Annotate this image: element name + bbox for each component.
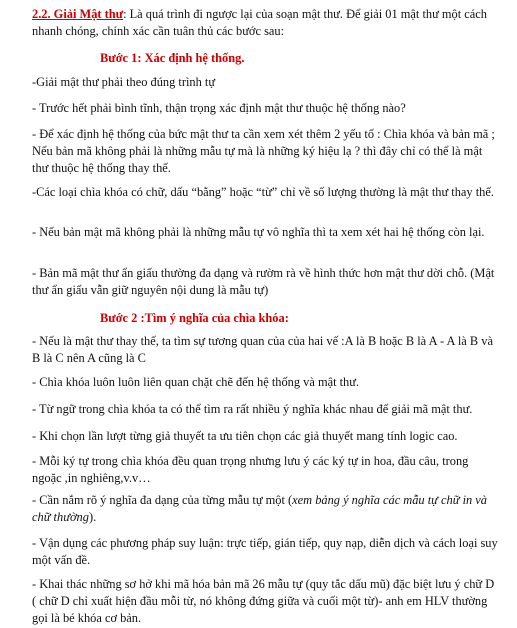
section-intro [32, 6, 498, 40]
step2-p6-italic: xem bảng ý nghĩa các mẫu tự chữ in và chữ thường [32, 493, 488, 524]
step2-p6-text: - Cần nắm rõ ý nghĩa đa dạng của từng mẫu tự một ( [32, 493, 293, 507]
step1-paragraph: - Trước hết phải bình tĩnh, thận trọng xác định mật thư thuộc hệ thống nào? [32, 101, 406, 115]
step2-paragraph: - Mỗi ký tự trong chìa khóa đều quan trọng nhưng lưu ý các ký tự in hoa, đầu câu, trong ngoặc ,in nghiêng,v.v… [32, 454, 469, 485]
step2-paragraph: - Khi chọn lần lượt từng giả thuyết ta ưu tiên chọn các giả thuyết mang tính logic cao. [32, 429, 458, 443]
section-intro-text: : Là quá trình đi ngược lại của soạn mật thư. Để giải 01 mật thư một cách nhanh chóng, chính xác cần tuân thủ các bước sau: [32, 7, 487, 38]
step1-paragraph: - Bản mã mật thư ẩn giấu thường đa dạng và rườm rà về hình thức hơn mật thư dời chỗ. (Mật thư ẩn giấu vẫn giữ nguyên nội dung là mẫu tự) [32, 266, 495, 297]
step2-paragraph: - Vận dụng các phương pháp suy luận: trực tiếp, gián tiếp, quy nạp, diễn dịch và cách loại suy một vấn đề. [32, 536, 498, 567]
step1-paragraph: - Để xác định hệ thống của bức mật thư ta cần xem xét thêm 2 yếu tố : Chìa khóa và bản mã ; Nếu bản mã không phải là những mẫu tự mà là những ký hiệu lạ ? thì đây chỉ có thể là mật thư thuộc hệ thống thay thế. [32, 127, 495, 175]
step2-title: Bước 2 :Tìm ý nghĩa của chìa khóa: [100, 311, 289, 325]
step2-paragraph: - Khai thác những sơ hở khi mã hóa bản mã 26 mẫu tự (quy tắc dấu mũ) đặc biệt lưu ý chữ D ( chữ D chỉ xuất hiện đầu mỗi từ, nó không đứng giữa và cuối một từ)- anh em HLV thường gọi là bé khóa cơ bản. [32, 577, 495, 625]
step1-paragraph: - Nếu bản mật mã không phải là những mẫu tự vô nghĩa thì ta xem xét hai hệ thống còn lại. [32, 225, 485, 239]
step2-p6-end: ). [88, 510, 97, 524]
step2-paragraph [32, 492, 498, 526]
step1-paragraph: -Giải mật thư phải theo đúng trình tự [32, 75, 216, 89]
step1-paragraph: -Các loại chìa khóa có chữ, dấu “bằng” hoặc “từ” chỉ về số lượng thường là mật thư thay thế. [32, 185, 494, 199]
section-heading: 2.2. Giải Mật thư [32, 7, 124, 21]
step2-paragraph: - Từ ngữ trong chìa khóa ta có thể tìm ra rất nhiều ý nghĩa khác nhau để giải mã mật thư. [32, 402, 473, 416]
step2-paragraph: - Nếu là mật thư thay thế, ta tìm sự tương quan của của hai vế :A là B hoặc B là A - A là B và B là C nên A cũng là C [32, 334, 493, 365]
step2-paragraph: - Chìa khóa luôn luôn liên quan chặt chẽ đến hệ thống và mật thư. [32, 375, 360, 389]
step1-title: Bước 1: Xác định hệ thống. [100, 51, 245, 65]
